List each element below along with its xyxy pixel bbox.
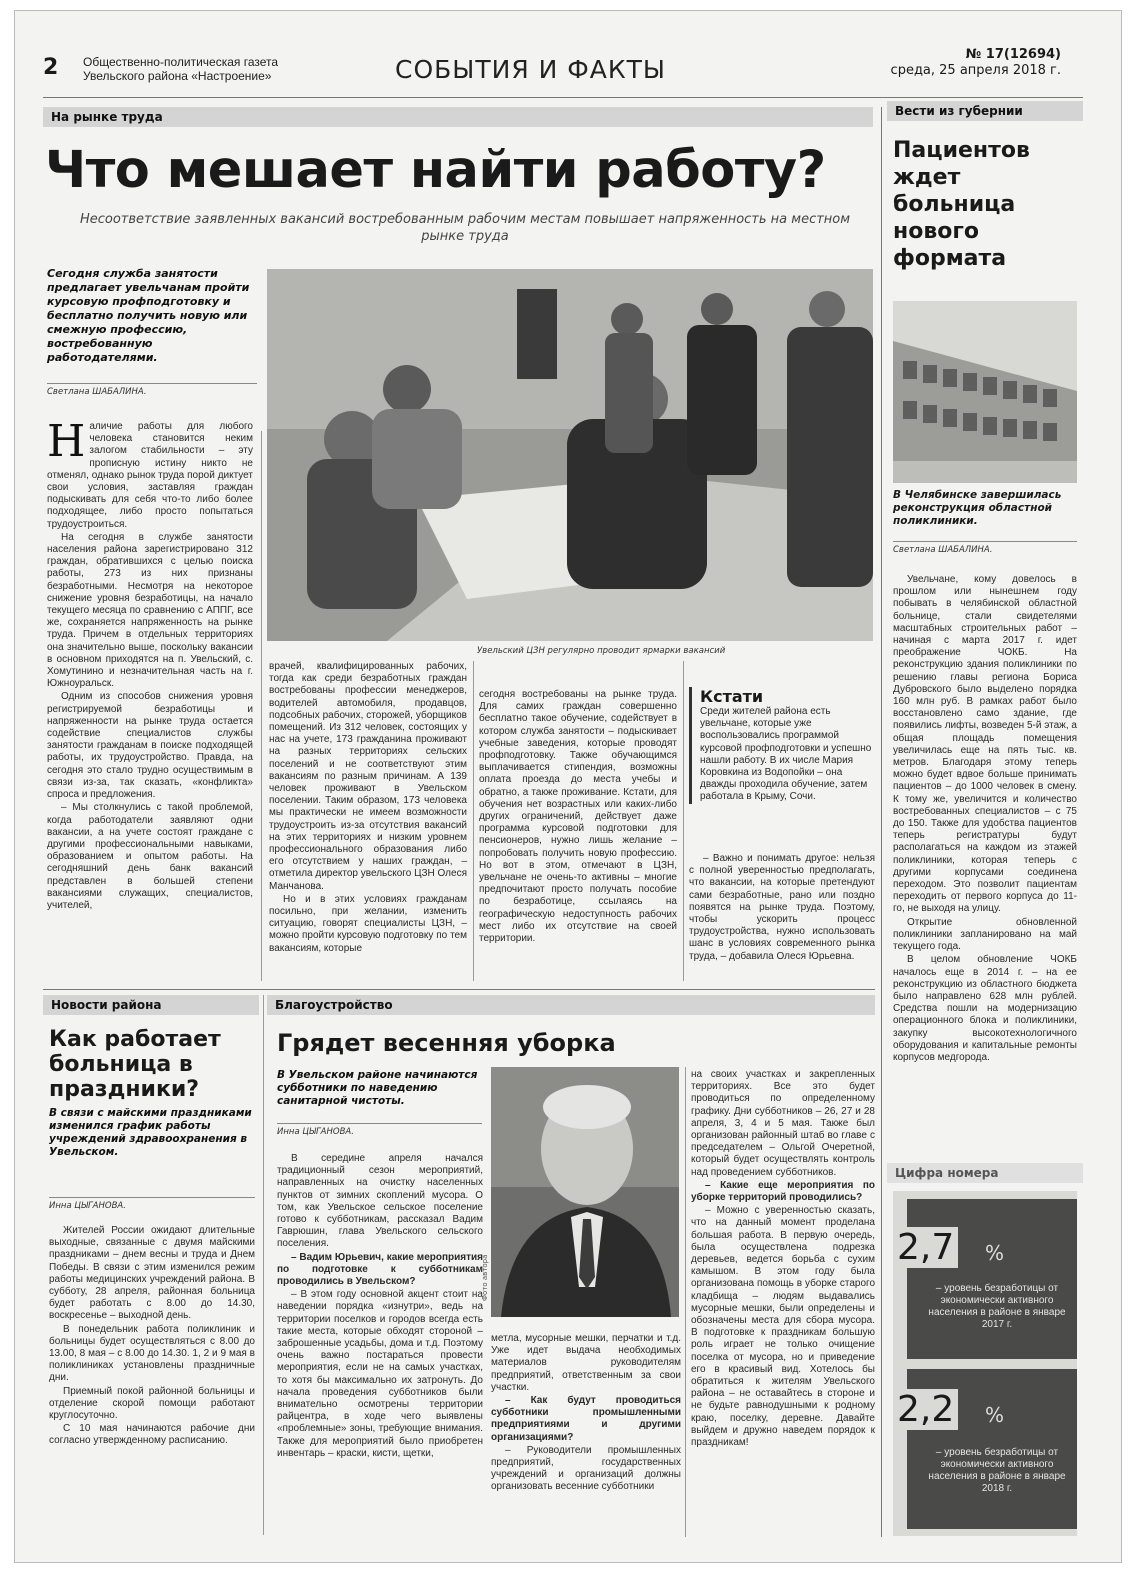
main-article-col3 — [479, 689, 677, 946]
issue-date: среда, 25 апреля 2018 г. — [890, 63, 1061, 78]
figure-block-rubric: Цифра номера — [887, 1163, 1083, 1183]
header-divider — [43, 97, 1083, 98]
cleanup-article-lead: В Увельском районе начинаются субботники по наведению санитарной чистоты. — [277, 1069, 478, 1107]
main-col-divider-2 — [473, 661, 474, 981]
cleanup-article-title: Грядет весенняя уборка — [277, 1029, 616, 1057]
main-article-col2 — [269, 661, 467, 956]
main-col1-p4: – Мы столкнулись с такой проблемой, когда работодатели заявляют одни вакансии, а на учете состоят граждане с другими профессиональными навыками, образованием и опытом работы. На сегодняшний день банк вакансий представлен в большей степени вакансиями служащих, специалистов, учителей, — [47, 802, 253, 911]
cleanup-article-rubric: Благоустройство — [267, 995, 875, 1015]
side-article-byline: Светлана ШАБАЛИНА. — [893, 541, 1077, 555]
cleanup-article-byline: Инна ЦЫГАНОВА. — [277, 1123, 482, 1137]
issue-number: № 17(12694) — [965, 47, 1061, 62]
side-article-text — [893, 574, 1077, 1065]
main-col1-p3: Одним из способов снижения уровня регистрируемой безработицы и напряженности на рынке труда остается содействие специалистов службы занятости гражданам в поиске подходящей работы, их трудоустройство. Правда, на сегодня это стало трудно осуществимым в связи из-за, так сказать, «конфликта» спроса и предложения. — [47, 691, 253, 801]
hospital-building-illustration — [893, 301, 1077, 483]
figure-stat-2-value: 2,2 — [893, 1389, 958, 1430]
main-col1-p1: аличие работы для любого человека становится неким залогом стабильности – эту прописную истину никто не отменял, однако рынок труда порой диктует свои условия, заставляя граждан подыскивать для себя что-то либо более подходящее, либо просто попытаться трудоустроиться. — [47, 421, 253, 530]
hospital-photo-caption: В Челябинске завершилась реконструкция областной поликлиники. — [893, 489, 1062, 527]
dropcap: Н — [47, 416, 86, 467]
cleanup-col3-p1: на своих участках и закрепленных территориях. Все это будет проводиться по определенному графику. Дни субботников – 26, 27 и 28 апреля, 3, 4 и 5 мая. Также был организован районный штаб во главе с председателем – Ольгой Очеретной, который будет осуществлять контроль над проведением субботников. — [691, 1069, 875, 1178]
cleanup-col1-p1: В середине апреля начался традиционный сезон мероприятий, направленных на очистку населенных пунктов от зимних скоплений мусора. О том, как Увельское сельское поселение готово к субботникам, рассказал Вадим Гаврюшин, глава Увельского сельского поселения. — [277, 1153, 483, 1250]
paper-name-line1: Общественно-политическая газета — [83, 55, 279, 69]
main-col2-p2: Но и в этих условиях гражданам посильно, при желании, изменить ситуацию, говорят специалисты ЦЗН, – можно пройти курсовую подготовку по тем вакансиям, которые — [269, 893, 467, 954]
kstati-title: Кстати — [700, 687, 764, 706]
hospital-article-lead: В связи с майскими праздниками изменился график работы учреждений здравоохранения в Увельском. — [49, 1107, 252, 1158]
cleanup-col1-p2: – В этом году основной акцент стоит на наведении порядка «изнутри», ведь на территории поселков и городов всегда есть такие места, которые обходят стороной – заброшенные усадьбы, дома и т.д. Поэтому очень важно постараться провести мероприятия, если не на самых участках, то хотя бы максимально их затронуть. До начала проведения субботников были внимательно осмотрены территории райцентра, в ходе чего выявлены «проблемные» зоны, требующие внимания. Также для мероприятий было приобретен инвентарь – краски, кисти, щетки, — [277, 1289, 483, 1459]
cleanup-col3-p2: – Можно с уверенностью сказать, что на данный момент проделана большая работа. В первую очередь, была осуществлена подрезка деревьев, ведется борьба с сухим камышом. В этом году была организована помощь в уборке старого кладбища – людям выдавались мусорные мешки, были определены и обозначены места для сбора мусора. В подготовке к праздникам большую роль играет не только очищение поселка от мусора, но и приведение его в красивый вид. Хотелось бы обратиться к жителям Увельского района – не оставайтесь в стороне и не будьте равнодушными к родному краю, поселку, деревне. Давайте выйдем и дружно наведем порядок к праздникам! — [691, 1205, 875, 1449]
figure-stat-2-unit: % — [985, 1403, 1005, 1427]
cleanup-col3-question: – Какие еще мероприятия по уборке территорий проводились? — [691, 1179, 875, 1204]
cleanup-col2-p2: – Руководители промышленных предприятий, государственных учреждений и организаций должны организовать весенние субботники — [491, 1444, 681, 1493]
main-article-subtitle: Несоответствие заявленных вакансий востребованным рабочим местам повышает напряженность на местном рынке труда — [79, 212, 851, 244]
right-column-divider — [881, 107, 882, 1537]
figure-stat-2-text: – уровень безработицы от экономически активного населения в районе в январе 2018 г. — [928, 1447, 1066, 1494]
main-col4-p1: – Важно и понимать другое: нельзя с полной уверенностью предполагать, что вакансии, на которые претендуют сами безработные, рано или поздно появятся на рынке труда. Поэтому, чтобы ускорить процесс трудоустройства, нужно использовать шанс в условиях современного рынка труда, – добавила Олеся Юрьевна. — [689, 853, 875, 962]
side-article-p2: Открытие обновленной поликлиники запланировано на май текущего года. — [893, 916, 1077, 953]
main-col-divider-1 — [261, 431, 262, 981]
kstati-text: Среди жителей района есть увельчане, которые уже воспользовались программой курсовой профподготовки и успешно нашли работу. В их числе Мария Коровкина из Водопойки – она дважды проходила обучение, затем работала в Крыму, Сочи. — [700, 706, 872, 803]
main-article-title: Что мешает найти работу? — [45, 141, 826, 200]
page-number: 2 — [43, 55, 59, 80]
cleanup-article-col3 — [691, 1069, 875, 1450]
hospital-article-byline: Инна ЦЫГАНОВА. — [49, 1197, 255, 1211]
side-article-p1: Увельчане, кому довелось в прошлом или нынешнем году побывать в челябинской областной больнице, стали свидетелями масштабных строительных работ – начиная с марта 2017 г. идет преображение ЧОКБ. На реконструкцию здания поликлиники по решению главы региона Бориса Дубровского было выделено порядка 160 млн руб. В рамках работ было восстановлено само здание, где появились лифты, возведен 5-й этаж, а общая площадь помещения увеличилась еще на пять тыс. кв. метров. Благодаря этому теперь можно будет вдвое больше принимать пациентов – до 1000 человек в смену. К тому же, увеличится и количество востребованных специалистов – с 75 до 150. Также для удобства пациентов теперь регистратуры будут располагаться на каждом из этажей поликлиники, которая теперь с другими корпусами соединена переходом. Это позволит пациентам переходить от первого корпуса до 11-го, не выходя на улицу. — [893, 574, 1077, 915]
figure-stat-1-value: 2,7 — [893, 1227, 958, 1268]
job-fair-photo — [267, 269, 873, 641]
main-col-divider-3 — [683, 661, 684, 981]
newspaper-page — [14, 10, 1122, 1563]
main-article-col1 — [47, 416, 253, 913]
gavryushin-portrait — [491, 1067, 679, 1317]
hospital-article-rubric: Новости района — [43, 995, 259, 1015]
main-article-col4 — [689, 853, 875, 964]
paper-name-line2: Увельского района «Настроение» — [83, 69, 272, 83]
section-title: СОБЫТИЯ И ФАКТЫ — [395, 55, 666, 84]
hospital-article-p1: Жителей России ожидают длительные выходные, связанные с двумя майскими праздниками – днем весны и труда и Днем Победы. В связи с этим изменился режим работы медицинских учреждений района. В субботу, 28 апреля, районная больница будет работать с 8.00 до 14.30, воскресенье – выходной день. — [49, 1225, 255, 1322]
paper-name — [83, 55, 278, 83]
figure-stat-1-text: – уровень безработицы от экономически активного населения в районе в январе 2017 г. — [928, 1283, 1066, 1330]
cleanup-col1-question: – Вадим Юрьевич, какие мероприятия по подготовке к субботникам проводились в Увельском? — [277, 1251, 483, 1288]
side-article-title: Пациентов ждет больница нового формата — [893, 138, 1030, 271]
hospital-article-p2: В понедельник работа поликлиник и больницы будет осуществляться с 8.00 до 13.00, 8 мая – с 8.00 до 14.30. 1, 2 и 9 мая в поликлиниках установлены праздничные дни. — [49, 1323, 255, 1384]
bottom-section-divider — [43, 989, 875, 990]
hospital-article-p3: Приемный покой районной больницы и отделение скорой помощи работают круглосуточно. — [49, 1385, 255, 1422]
cleanup-col2-question: – Как будут проводиться субботники промышленными предприятиями и другими организациями? — [491, 1395, 681, 1443]
main-col1-p2: На сегодня в службе занятости населения района зарегистрировано 312 граждан, обратившихся с целью поиска работы, 273 из них признаны безработными. Несмотря на некоторое снижение уровня безработицы, на начало текущего месяца по сравнению с АППГ, все же, сохраняется напряженность на рынке труда. Причем в отдельных территориях она значительно выше, поскольку вакансии в основном приходятся на п. Увельский, с. Хомутинино и незначительная часть на г. Южноуральск. — [47, 531, 253, 690]
side-article-rubric: Вести из губернии — [887, 101, 1083, 121]
hospital-article-text — [49, 1225, 255, 1449]
gavryushin-portrait-illustration — [491, 1067, 679, 1317]
portrait-photo-credit: Фото автора — [481, 1254, 489, 1301]
main-article-rubric: На рынке труда — [43, 107, 873, 127]
cleanup-article-col2 — [491, 1333, 681, 1495]
cleanup-col2-p1: метла, мусорные мешки, перчатки и т.д. Уже идет выдача необходимых материалов руководителям предприятий, ответственным за свои участки. — [491, 1333, 681, 1393]
hospital-building-photo — [893, 301, 1077, 483]
hospital-article-title: Как работает больница в праздники? — [49, 1027, 221, 1102]
figure-stat-1-unit: % — [985, 1241, 1005, 1265]
bottom-col-divider-2 — [685, 1067, 686, 1537]
bottom-col-divider-1 — [263, 995, 264, 1535]
main-col2-p1: врачей, квалифицированных рабочих, тогда как среди безработных граждан востребованы профессии менеджеров, водителей автомобиля, продавцов, подсобных рабочих, сторожей, уборщиков помещений. Из 312 человек, состоящих у нас на учете, 173 гражданина проживают на разных территориях сельских поселений и не соответствуют этим вакансиям по разным причинам. А 139 человек проживают в Увельском поселении. Таким образом, 173 человека мы практически не имеем возможности трудоустроить из-за отсутствия вакансий на этих территориях и низким уровнем профессионального образования либо его отсутствием у наших граждан, – отметила директор увельского ЦЗН Олеся Манчанова. — [269, 661, 467, 892]
cleanup-article-col1 — [277, 1153, 483, 1461]
job-fair-photo-illustration — [267, 269, 873, 641]
kstati-box — [689, 687, 873, 804]
main-article-lead: Сегодня служба занятости предлагает увельчанам пройти курсовую профподготовку и бесплатно получить новую или смежную профессию, востребованную работодателями. — [47, 267, 250, 364]
main-col3-p1: сегодня востребованы на рынке труда. Для самих граждан совершенно бесплатно такое обучение, содействует в котором служба занятости – подыскивает учебные заведения, которые проводят профподготовку. Также обучающимся выплачивается стипендия, возможны оплата проезда до места учебы и обратно, а также проживание. Кстати, для обучения нет возрастных или каких-либо других ограничений, действует даже программа курсовой подготовки для пенсионеров, нужно лишь желание – попробовать получить новую профессию. Но вот в этом, отмечают в ЦЗН, увельчане не очень-то активны – многие предпочитают просто получать пособие по безработице, ссылаясь на географическую недоступность рабочих мест либо их отсутствие на своей территории. — [479, 689, 677, 945]
figure-stat-1-box — [907, 1199, 1077, 1359]
job-fair-photo-caption: Увельский ЦЗН регулярно проводит ярмарки вакансий — [477, 646, 726, 656]
hospital-article-p4: С 10 мая начинаются рабочие дни согласно утвержденному расписанию. — [49, 1423, 255, 1447]
main-article-byline: Светлана ШАБАЛИНА. — [47, 383, 257, 397]
side-article-p3: В целом обновление ЧОКБ началось еще в 2014 г. – на ее реконструкцию из областного бюджета было направлено 628 млн рублей. Средства пошли на модернизацию операционного блока и поликлиники, закупку высокотехнологичного оборудования и капитальные ремонты корпусов медгорода. — [893, 954, 1077, 1063]
figure-block — [893, 1191, 1077, 1536]
